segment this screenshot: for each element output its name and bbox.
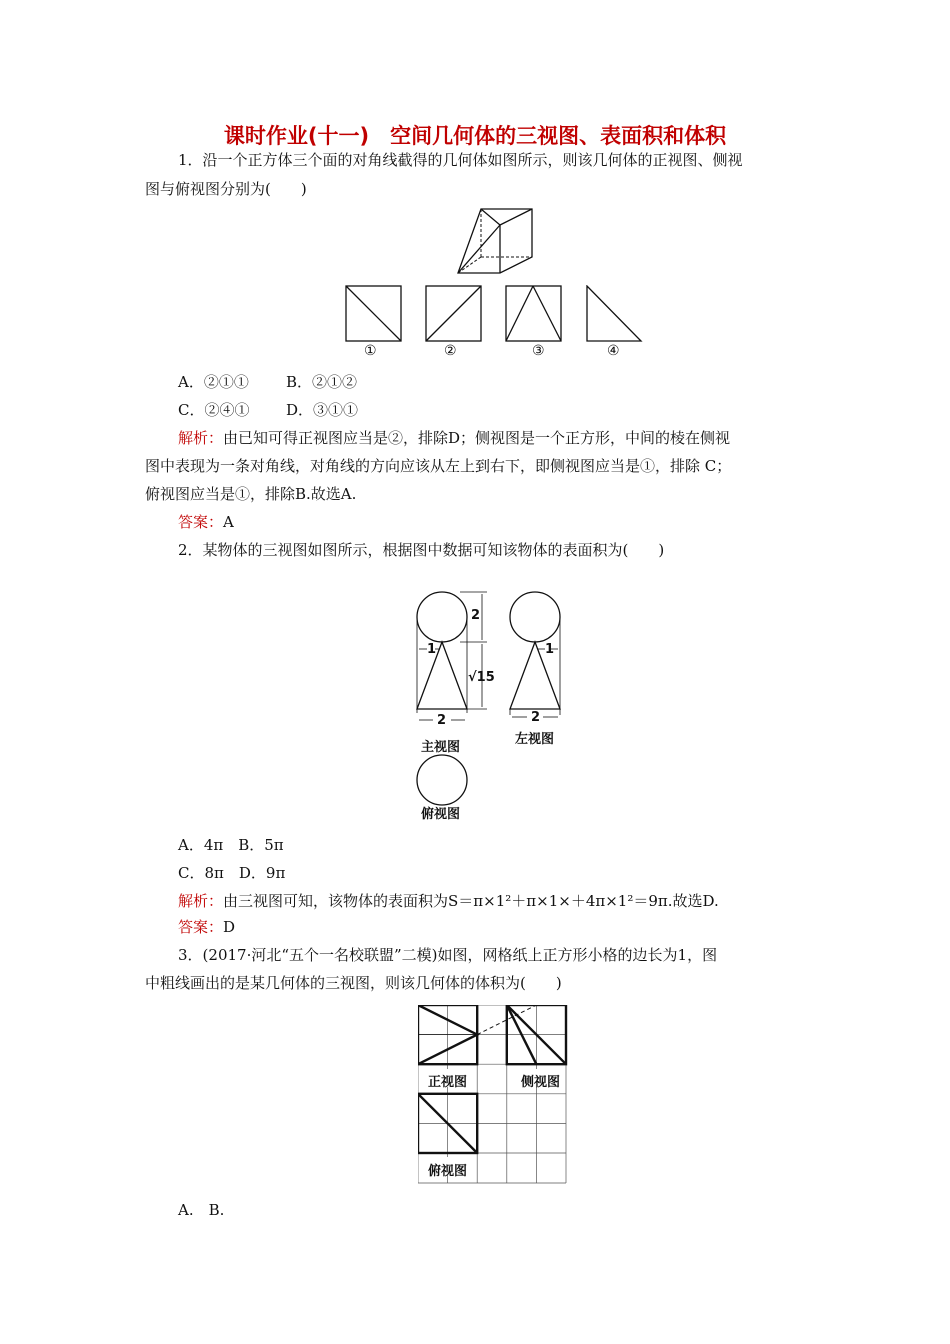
view-label-4: ④ xyxy=(607,343,620,359)
view-4-right-triangle xyxy=(585,285,645,343)
dim-label-sqrt15: √15 xyxy=(468,670,495,685)
q1-option-b: B．②①② xyxy=(286,373,358,391)
q1-option-c: C．②④① xyxy=(178,401,250,419)
q3-stem-line2: 中粗线画出的是某几何体的三视图，则该几何体的体积为( ) xyxy=(145,974,562,992)
dim-label-1-front: 1 xyxy=(427,642,437,657)
dim-label-2: 2 xyxy=(471,608,481,623)
q3-options: A. B. xyxy=(178,1201,225,1219)
dim-label-2-side-base: 2 xyxy=(531,710,541,725)
page-title: 课时作业(十一) 空间几何体的三视图、表面积和体积 xyxy=(223,124,727,148)
q3-side-view-label: 侧视图 xyxy=(521,1075,561,1090)
q2-analysis-label: 解析： xyxy=(178,892,224,910)
q2-three-views-figure xyxy=(405,585,590,825)
dim-label-1-side: 1 xyxy=(545,642,555,657)
q1-option-a: A．②①① xyxy=(178,373,249,391)
q2-answer: D xyxy=(223,918,236,936)
q1-view-options xyxy=(345,285,565,343)
q3-front-view-label: 正视图 xyxy=(428,1075,468,1090)
q1-stem-line1: 1．沿一个正方体三个面的对角线截得的几何体如图所示，则该几何体的正视图、侧视 xyxy=(178,151,743,169)
q3-stem-line1: 3．(2017·河北“五个一名校联盟”二模)如图，网格纸上正方形小格的边长为1，图 xyxy=(178,946,718,964)
view-label-1: ① xyxy=(364,343,377,359)
q2-options-ab: A．4π B．5π xyxy=(178,836,284,854)
q1-answer-label: 答案： xyxy=(178,513,224,531)
q1-analysis-line1: 由已知可得正视图应当是②，排除D；侧视图是一个正方形，中间的棱在侧视 xyxy=(223,429,731,447)
q3-top-view-label: 俯视图 xyxy=(428,1164,468,1179)
q2-analysis: 由三视图可知，该物体的表面积为S＝π×1²＋π×1×＋4π×1²＝9π.故选D. xyxy=(223,892,719,910)
side-view-label: 左视图 xyxy=(515,732,555,747)
q2-stem: 2．某物体的三视图如图所示，根据图中数据可知该物体的表面积为( ) xyxy=(178,541,665,559)
q2-answer-label: 答案： xyxy=(178,918,224,936)
q1-stem-line2: 图与俯视图分别为( ) xyxy=(145,180,307,198)
view-1-square-diagonal xyxy=(346,286,401,341)
view-label-2: ② xyxy=(444,343,457,359)
view-2-square-antidiagonal xyxy=(426,286,481,341)
q1-option-d: D．③①① xyxy=(286,401,359,419)
q1-answer: A xyxy=(223,513,234,531)
front-view-label: 主视图 xyxy=(421,740,461,755)
top-view xyxy=(417,755,467,805)
view-label-3: ③ xyxy=(532,343,545,359)
q1-solid-figure xyxy=(440,205,540,275)
q2-options-cd: C．8π D．9π xyxy=(178,864,286,882)
top-view-label: 俯视图 xyxy=(421,807,461,822)
q1-analysis-line3: 俯视图应当是①，排除B.故选A. xyxy=(145,485,357,503)
q3-grid-figure xyxy=(418,1005,568,1185)
dim-label-2-front-base: 2 xyxy=(437,713,447,728)
q1-analysis-line2: 图中表现为一条对角线，对角线的方向应该从左上到右下，即侧视图应当是①，排除 C； xyxy=(145,457,732,475)
view-3-square-triangle xyxy=(506,286,561,341)
q1-analysis-label: 解析： xyxy=(178,429,224,447)
